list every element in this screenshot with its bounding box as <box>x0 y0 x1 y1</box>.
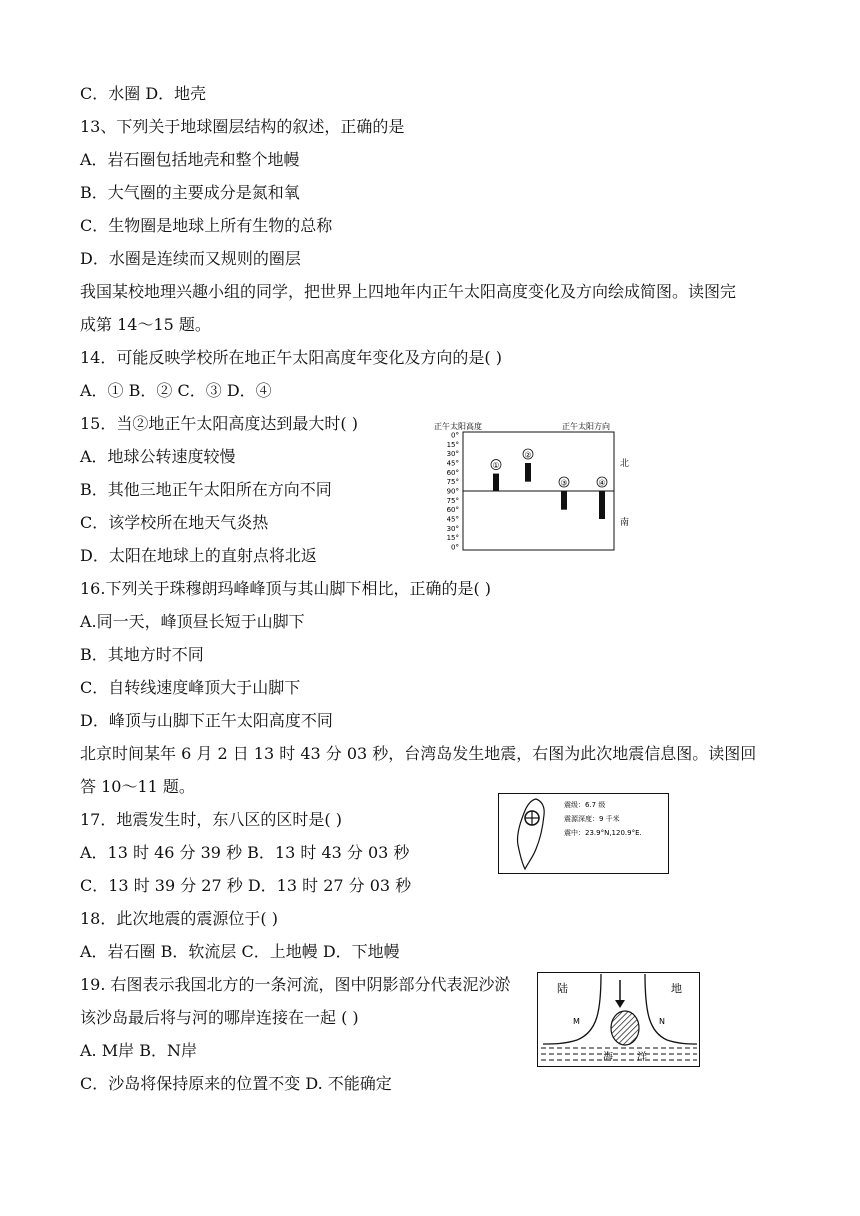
bar-4 <box>599 491 605 519</box>
y-tick-label: 60° <box>446 468 459 477</box>
text-line: A．岩石圈包括地壳和整个地幔 <box>80 150 300 169</box>
bar-2 <box>525 463 531 482</box>
south-label: 南 <box>620 518 630 528</box>
text-line: A．岩石圈 B．软流层 C．上地幔 D．下地幔 <box>80 942 400 961</box>
text-line: 18．此次地震的震源位于( ) <box>80 909 278 928</box>
north-label: 北 <box>620 459 630 469</box>
y-tick-label: 15° <box>446 534 459 543</box>
y-tick-label: 75° <box>446 496 459 505</box>
earthquake-info-figure <box>498 793 670 875</box>
quake-magnitude: 震级：6.7 级 <box>564 801 606 809</box>
chart-title-right: 正午太阳方向 <box>562 422 610 431</box>
text-line: B．其他三地正午太阳所在方向不同 <box>80 480 332 499</box>
text-line: C．该学校所在地天气炎热 <box>80 513 269 532</box>
text-line: 我国某校地理兴趣小组的同学，把世界上四地年内正午太阳高度变化及方向绘成简图。读图完 <box>80 282 737 301</box>
y-tick-label: 45° <box>446 459 459 468</box>
text-line: 17．地震发生时，东八区的区时是( ) <box>80 810 342 829</box>
text-line: 成第 14～15 题。 <box>80 315 211 334</box>
text-line: A. M岸 B．N岸 <box>80 1041 197 1060</box>
text-line: 答 10～11 题。 <box>80 777 195 796</box>
text-line: 13、下列关于地球圈层结构的叙述，正确的是 <box>80 117 405 136</box>
text-line: B．其地方时不同 <box>80 645 204 664</box>
text-line: D．峰顶与山脚下正午太阳高度不同 <box>80 711 333 730</box>
y-tick-label: 75° <box>446 478 459 487</box>
quake-epicenter: 震中：23.9°N,120.9°E. <box>564 829 642 837</box>
text-line: C．自转线速度峰顶大于山脚下 <box>80 678 301 697</box>
sun-altitude-chart <box>428 418 634 554</box>
text-line: A.同一天，峰顶昼长短于山脚下 <box>80 612 305 631</box>
y-tick-label: 30° <box>446 524 459 533</box>
text-line: 15．当②地正午太阳高度达到最大时( ) <box>80 414 358 433</box>
bar-1 <box>493 474 499 491</box>
text-line: B．大气圈的主要成分是氮和氧 <box>80 183 300 202</box>
bank-label-m: M <box>573 1017 580 1026</box>
y-tick-label: 0° <box>451 431 459 440</box>
text-line: A．13 时 46 分 39 秒 B．13 时 43 分 03 秒 <box>80 843 410 862</box>
text-line: 16.下列关于珠穆朗玛峰峰顶与其山脚下相比，正确的是( ) <box>80 579 492 598</box>
bank-label-n: N <box>659 1017 665 1026</box>
y-tick-label: 30° <box>446 450 459 459</box>
text-line: 14．可能反映学校所在地正午太阳高度年变化及方向的是( ) <box>80 348 502 367</box>
bar-label-3: ③ <box>560 478 568 488</box>
text-line: A．地球公转速度较慢 <box>80 447 236 466</box>
y-tick-label: 45° <box>446 515 459 524</box>
text-line: C．13 时 39 分 27 秒 D．13 时 27 分 03 秒 <box>80 876 412 895</box>
y-tick-label: 15° <box>446 440 459 449</box>
text-line: C．水圈 D．地壳 <box>80 84 207 103</box>
river-sandbar-figure <box>537 972 701 1068</box>
land-label-left: 陆 <box>557 982 568 995</box>
sea-label-left: 海 <box>603 1052 613 1063</box>
chart-title-left: 正午太阳高度 <box>434 422 482 431</box>
text-line: D．水圈是连续而又规则的圈层 <box>80 249 301 268</box>
text-line: C．生物圈是地球上所有生物的总称 <box>80 216 333 235</box>
text-line: D．太阳在地球上的直射点将北返 <box>80 546 317 565</box>
text-line: A．① B．② C．③ D．④ <box>80 381 272 400</box>
y-tick-label: 90° <box>446 487 459 496</box>
sand-island <box>611 1011 639 1045</box>
bar-label-1: ① <box>492 461 500 471</box>
text-line: 19. 右图表示我国北方的一条河流，图中阴影部分代表泥沙淤 <box>80 975 511 994</box>
text-line: 该沙岛最后将与河的哪岸连接在一起 ( ) <box>80 1008 359 1027</box>
text-line: 北京时间某年 6 月 2 日 13 时 43 分 03 秒，台湾岛发生地震，右图为此次地震信息图。读图回 <box>80 744 757 763</box>
land-label-right: 地 <box>671 982 682 995</box>
bar-label-2: ② <box>524 450 532 460</box>
y-tick-label: 0° <box>451 543 459 552</box>
bar-label-4: ④ <box>598 478 606 488</box>
sea-label-right: 洋 <box>637 1052 647 1063</box>
quake-depth: 震源深度：9 千米 <box>564 815 620 823</box>
y-tick-label: 60° <box>446 506 459 515</box>
bar-3 <box>561 491 567 510</box>
text-line: C．沙岛将保持原来的位置不变 D. 不能确定 <box>80 1074 392 1093</box>
